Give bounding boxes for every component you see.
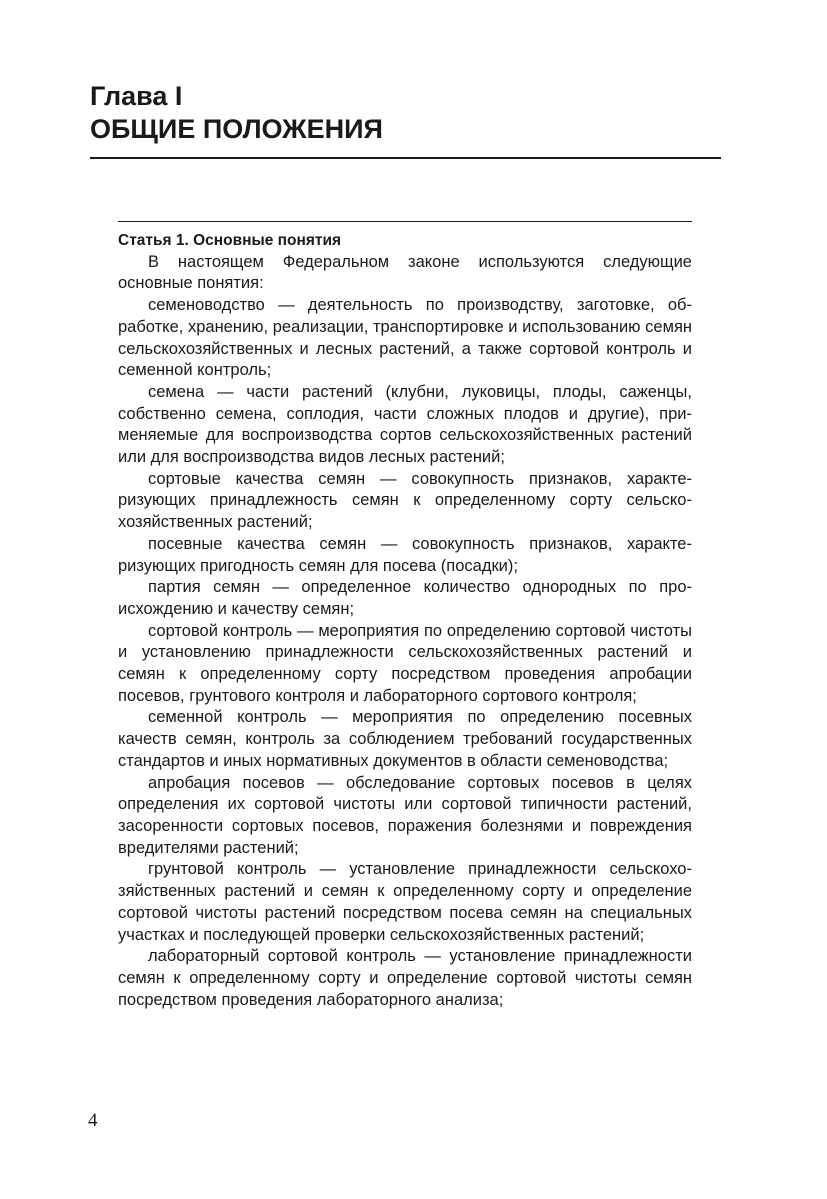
article-paragraph: семена — части растений (клубни, луковицы, плоды, саженцы, собственно семена, соплодия, части сложных плодов и другие), применяемые для воспроизводства сортов сельскохозяйственных растений или для воспроизводства видов лесных растений; [118,382,692,467]
article-paragraph: партия семян — определенное количество однородных по происхождению и качеству семян; [118,578,692,618]
page-number: 4 [88,1110,98,1131]
article-paragraph: лабораторный сортовой контроль — установление принадлежности семян к определенному сорту и определение сортовой чистоты семян посредством проведения лабораторного анализа; [118,947,692,1009]
article-paragraph: посевные качества семян — совокупность признаков, характеризующих пригодность семян для посева (посадки); [118,534,692,575]
article-divider [118,221,692,222]
article-section [118,230,692,1011]
article-paragraph: В настоящем Федеральном законе используются следующие основные понятия: [118,252,692,293]
chapter-divider [90,157,721,159]
article-paragraph: сортовые качества семян — совокупность признаков, характеризующих принадлежность семян к определенному сорту сельскохозяйственных растений; [118,469,692,532]
article-paragraph: грунтовой контроль — установление принадлежности сельскохозяйственных растений и семян к определенному сорту и определение сортовой чистоты растений посредством посева семян на специальных участках и последующей проверки сельскохозяйственных растений; [118,860,692,944]
chapter-heading [90,80,722,146]
article-title: Статья 1. Основные понятия [118,232,342,249]
chapter-title: ОБЩИЕ ПОЛОЖЕНИЯ [90,114,383,144]
article-paragraph: семенной контроль — мероприятия по определению посевных качеств семян, контроль за соблюдением требований государственных стандартов и иных нормативных документов в области семеноводства; [118,708,692,770]
article-paragraph: апробация посевов — обследование сортовых посевов в целях определения их сортовой чистоты или сортовой типичности растений, засоренности сортовых посевов, поражения болезнями и повреждения вредителями растений; [118,773,692,857]
chapter-number: Глава I [90,81,183,111]
article-paragraph: сортовой контроль — мероприятия по определению сортовой чистоты и установлению принадлежности сельскохозяйственных растений и семян к определенному сорту посредством проведения апробации посевов, грунтового контроля и лабораторного сортового контроля; [118,621,692,705]
article-paragraph: семеноводство — деятельность по производству, заготовке, обработке, хранению, реализации, транспортировке и использованию семян сельскохозяйственных и лесных растений, а также сортовой контроль и семенной контроль; [118,296,692,380]
